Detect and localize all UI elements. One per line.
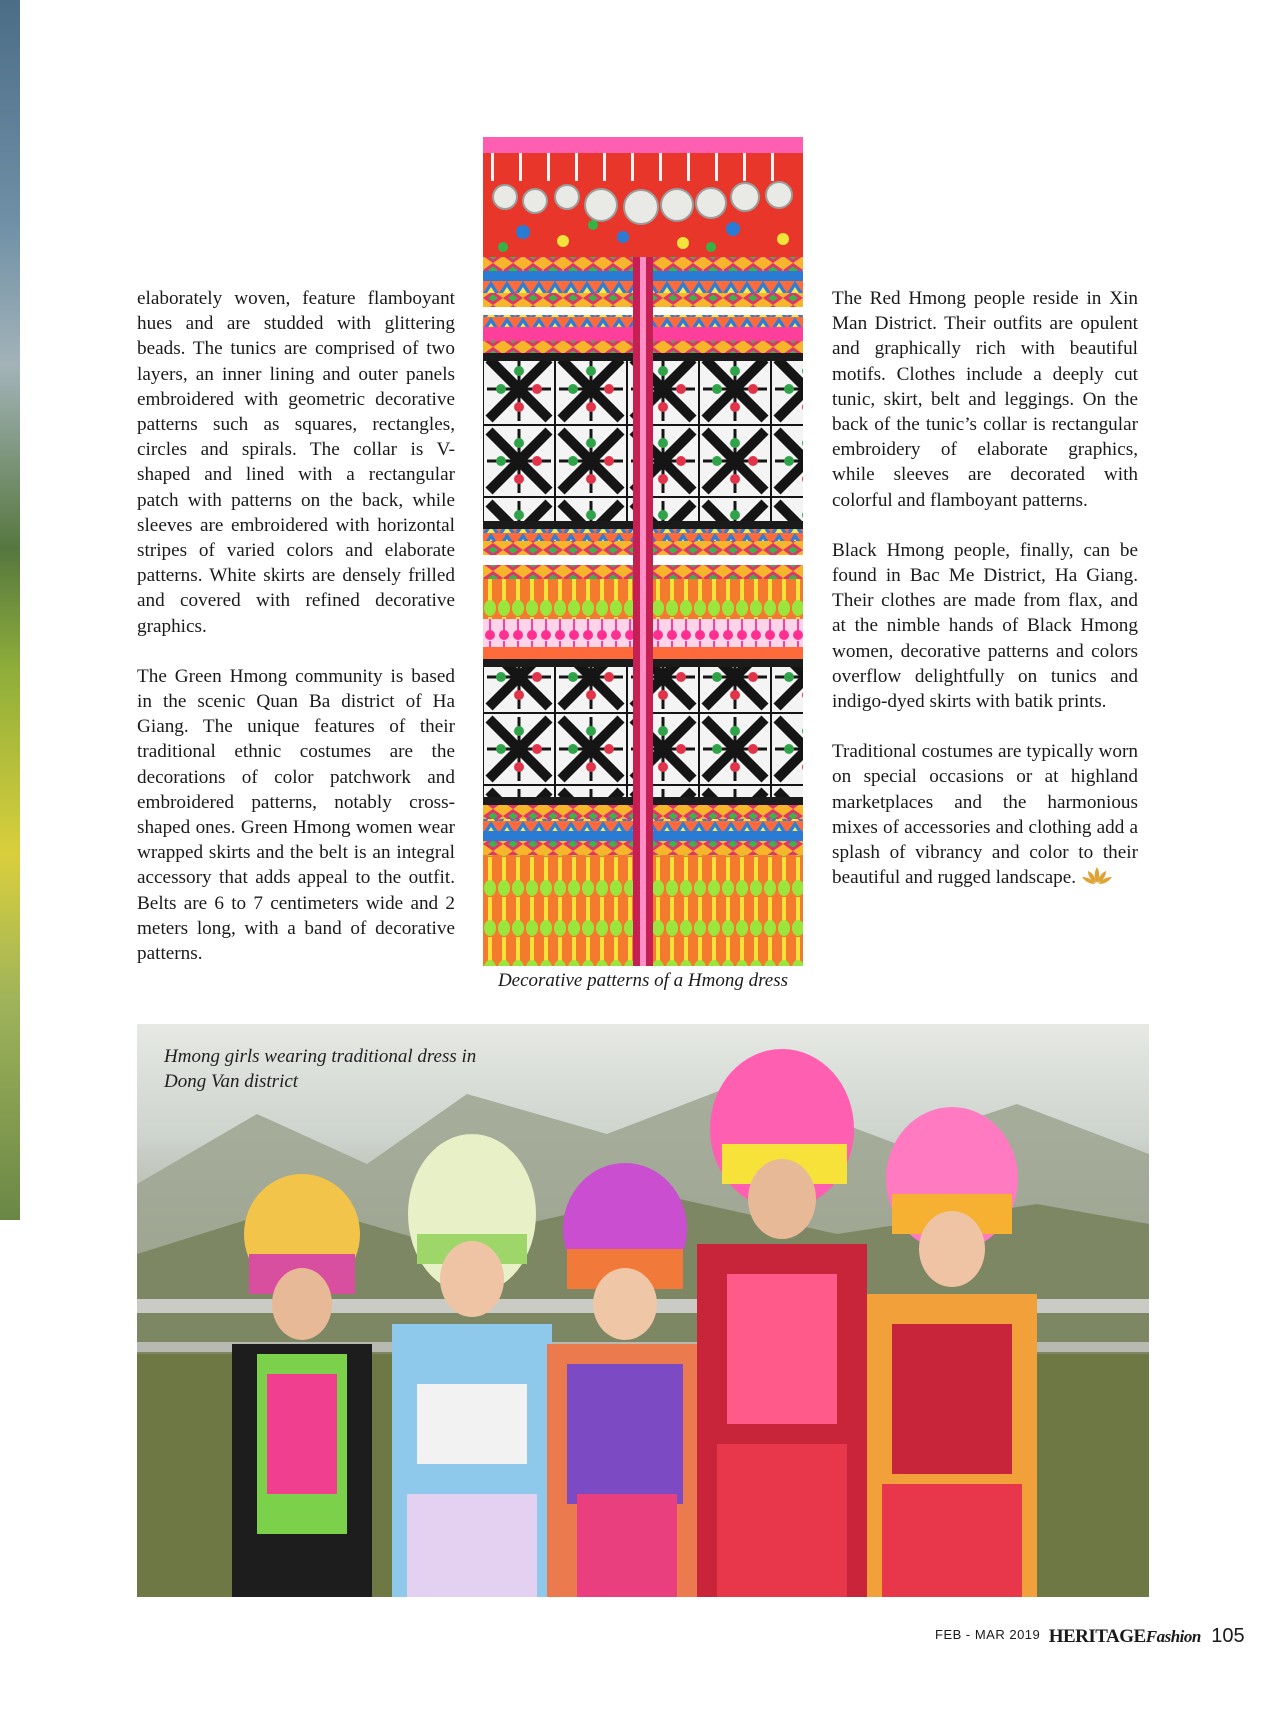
right-article-column — [832, 286, 1138, 918]
hmong-dress-pattern-photo — [483, 137, 803, 966]
paragraph-closing — [832, 739, 1138, 893]
left-article-column — [137, 286, 455, 991]
group-caption-line-1: Hmong girls wearing traditional dress in — [164, 1046, 477, 1067]
group-caption-line-2: Dong Van district — [164, 1071, 299, 1092]
page-footer — [935, 1625, 1245, 1655]
magazine-brand-fashion: Fashion — [1145, 1627, 1201, 1646]
hmong-girls-group-photo — [137, 1024, 1149, 1597]
page-number: 105 — [1211, 1625, 1245, 1647]
previous-page-edge-image — [0, 0, 20, 1220]
magazine-brand-heritage: HERITAGE — [1048, 1626, 1146, 1647]
paragraph-white-hmong-tunics: elaborately woven, feature flamboyant hues and are studded with glittering beads. The tunics are comprised of two layers, an inner lining and outer panels embroidered with geometric decorative patterns such as squares, rectangles, circles and spirals. The collar is V-shaped and lined with a rectangular patch with patterns on the back, while sleeves are embroidered with horizontal stripes of varied colors and elaborate patterns. White skirts are densely frilled and covered with refined decorative graphics. — [137, 288, 455, 637]
paragraph-green-hmong: The Green Hmong community is based in the scenic Quan Ba district of Ha Giang. The unique features of their traditional ethnic costumes are the decorations of color patchwork and embroidered patterns, notably cross-shaped ones. Green Hmong women wear wrapped skirts and the belt is an integral accessory that adds appeal to the outfit. Belts are 6 to 7 centimeters wide and 2 meters long, with a band of decorative patterns. — [137, 665, 455, 965]
fabric-photo-caption: Decorative patterns of a Hmong dress — [497, 970, 789, 991]
paragraph-black-hmong: Black Hmong people, finally, can be found in Bac Me District, Ha Giang. Their clothes are made from flax, and at the nimble hands of Black Hmong women, decorative patterns and colors overflow delightfully on tunics and indigo-dyed skirts with batik prints. — [832, 539, 1138, 713]
paragraph-red-hmong: The Red Hmong people reside in Xin Man District. Their outfits are opulent and graphically rich with beautiful motifs. Clothes include a deeply cut tunic, skirt, belt and leggings. On the back of the tunic’s collar is rectangular embroidery of elaborate graphics, while sleeves are decorated with colorful and flamboyant patterns. — [832, 288, 1138, 511]
lotus-icon — [1082, 866, 1112, 893]
issue-date: FEB - MAR 2019 — [935, 1627, 1041, 1642]
group-photo-caption — [164, 1044, 524, 1094]
closing-text: Traditional costumes are typically worn on special occasions or at highland marketplaces and the harmonious mixes of accessories and clothing add a splash of vibrancy and color to their beautiful and rugged landscape. — [832, 741, 1138, 889]
